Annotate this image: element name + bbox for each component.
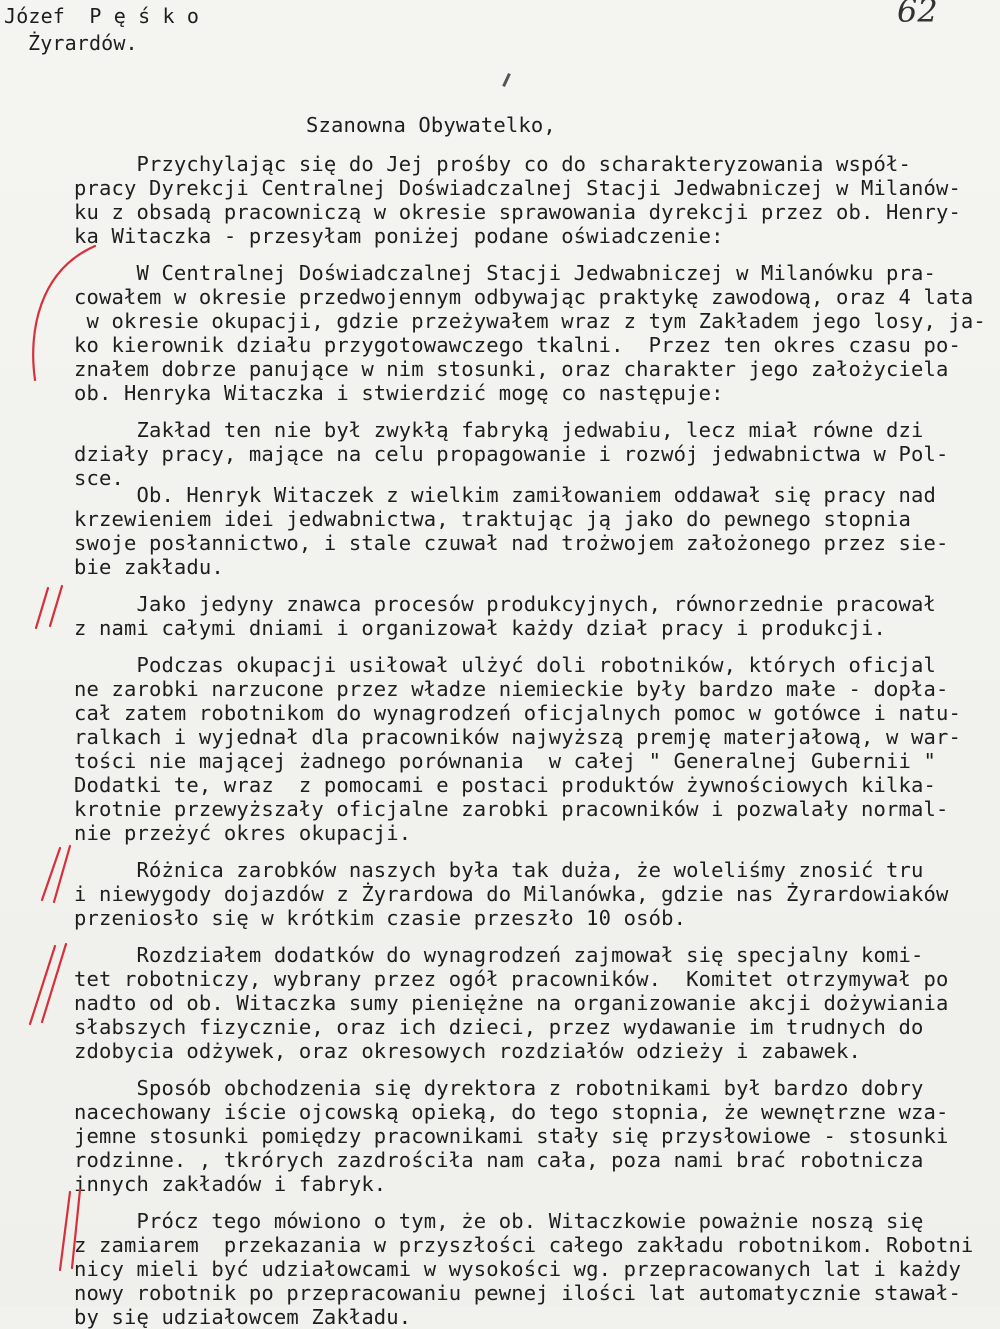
text-line: Zakład ten nie był zwykłą fabryką jedwabiu, lecz miał równe dzi [74,418,924,442]
text-line: nicy mieli być udziałowcami w wysokości wg. przepracowanych lat i każdy [74,1257,961,1281]
text-line: by się udziałowcem Zakładu. [74,1305,412,1329]
red-double-slash-mark [36,586,62,628]
text-line: znałem dobrze panujące w nim stosunki, oraz charakter jego założyciela [74,357,949,381]
text-line: nowy robotnik po przepracowaniu pewnej ilości lat automatycznie stawał- [74,1281,961,1305]
text-line: swoje posłannictwo, i stale czuwał nad trożwojem założonego przez sie- [74,531,949,555]
text-line: zdobycia odżywek, oraz okresowych rozdziałów odzieży i zabawek. [74,1039,861,1063]
text-line: jemne stosunki pomiędzy pracownikami stały się przysłowiowe - stosunki [74,1124,949,1148]
salutation: Szanowna Obywatelko, [306,113,556,137]
text-line: bie zakładu. [74,555,224,579]
sender-city: Żyrardów. [28,31,138,55]
text-line: ko kierownik działu przygotowawczego tkalni. Przez ten okres czasu po- [74,333,961,357]
red-margin-curve-mark [33,246,95,380]
text-line: pracy Dyrekcji Centralnej Doświadczalnej Stacji Jedwabniczej w Milanów- [74,176,961,200]
text-line: w okresie okupacji, gdzie przeżywałem wraz z tym Zakładem jego losy, ja- [74,309,986,333]
text-line: Ob. Henryk Witaczek z wielkim zamiłowaniem oddawał się pracy nad [74,483,936,507]
text-line: ne zarobki narzucone przez władze niemieckie były bardzo małe - dopła- [74,677,949,701]
text-line: ka Witaczka - przesyłam poniżej podane oświadczenie: [74,224,724,248]
text-line: słabszych fizycznie, oraz ich dzieci, przez wydawanie im trudnych do [74,1015,924,1039]
text-line: Sposób obchodzenia się dyrektora z robotnikami był bardzo dobry [74,1076,924,1100]
red-double-slash-mark [60,1190,80,1270]
text-line: Jako jedyny znawca procesów produkcyjnych, równorzednie pracował [74,592,936,616]
text-line: ob. Henryka Witaczka i stwierdzić mogę co następuje: [74,381,724,405]
red-double-slash-mark [30,944,66,1024]
text-line: rodzinne. , tkrórych zazdrościła nam cała, poza nami brać robotnicza [74,1148,924,1172]
sender-name: Józef P ę ś k o [4,4,200,28]
text-line: sce. [74,466,124,490]
text-line: z zamiarem przekazania w przyszłości całego zakładu robotnikom. Robotni [74,1233,974,1257]
text-line: W Centralnej Doświadczalnej Stacji Jedwabniczej w Milanówku pra- [74,261,936,285]
text-line: Różnica zarobków naszych była tak duża, że woleliśmy znosić tru [74,858,924,882]
text-line: tości nie mającej żadnego porównania w całej " Generalnej Gubernii " [74,749,936,773]
page-number: 62 [897,0,938,30]
red-double-slash-mark [42,846,70,902]
text-line: przeniosło się w krótkim czasie przeszło 10 osób. [74,906,687,930]
text-line: cał zatem robotnikom do wynagrodzeń oficjalnych pomoc w gotówce i natu- [74,701,961,725]
text-line: z nami całymi dniami i organizował każdy dział pracy i produkcji. [74,616,886,640]
text-line: Podczas okupacji usiłował ulżyć doli robotników, których oficjal [74,653,936,677]
text-line: krzewieniem idei jedwabnictwa, traktując ją jako do pewnego stopnia [74,507,911,531]
text-line: krotnie przewyższały oficjalne zarobki pracowników i pozwalały normal- [74,797,949,821]
text-line: nacechowany iście ojcowską opieką, do tego stopnia, że wewnętrzne wza- [74,1100,949,1124]
text-line: tet robotniczy, wybrany przez ogół pracowników. Komitet otrzymywał po [74,967,949,991]
text-line: Prócz tego mówiono o tym, że ob. Witaczkowie poważnie noszą się [74,1209,924,1233]
text-line: nadto od ob. Witaczka sumy pieniężne na organizowanie akcji dożywiania [74,991,949,1015]
text-line: innych zakładów i fabryk. [74,1172,387,1196]
text-line: ku z obsadą pracowniczą w okresie sprawowania dyrekcji przez ob. Henry- [74,200,961,224]
text-line: Przychylając się do Jej prośby co do scharakteryzowania współ- [74,152,911,176]
text-line: Dodatki te, wraz z pomocami e postaci produktów żywnościowych kilka- [74,773,936,797]
text-line: nie przeżyć okres okupacji. [74,821,412,845]
text-line: i niewygody dojazdów z Żyrardowa do Milanówka, gdzie nas Żyrardowiaków [74,882,949,906]
text-line: działy pracy, mające na celu propagowanie i rozwój jedwabnictwa w Pol- [74,442,949,466]
text-line: cowałem w okresie przedwojennym odbywając praktykę zawodową, oraz 4 lata [74,285,974,309]
text-line: Rozdziałem dodatków do wynagrodzeń zajmował się specjalny komi- [74,943,924,967]
text-line: ralkach i wyjednał dla pracowników najwyższą premję materjałową, w war- [74,725,961,749]
